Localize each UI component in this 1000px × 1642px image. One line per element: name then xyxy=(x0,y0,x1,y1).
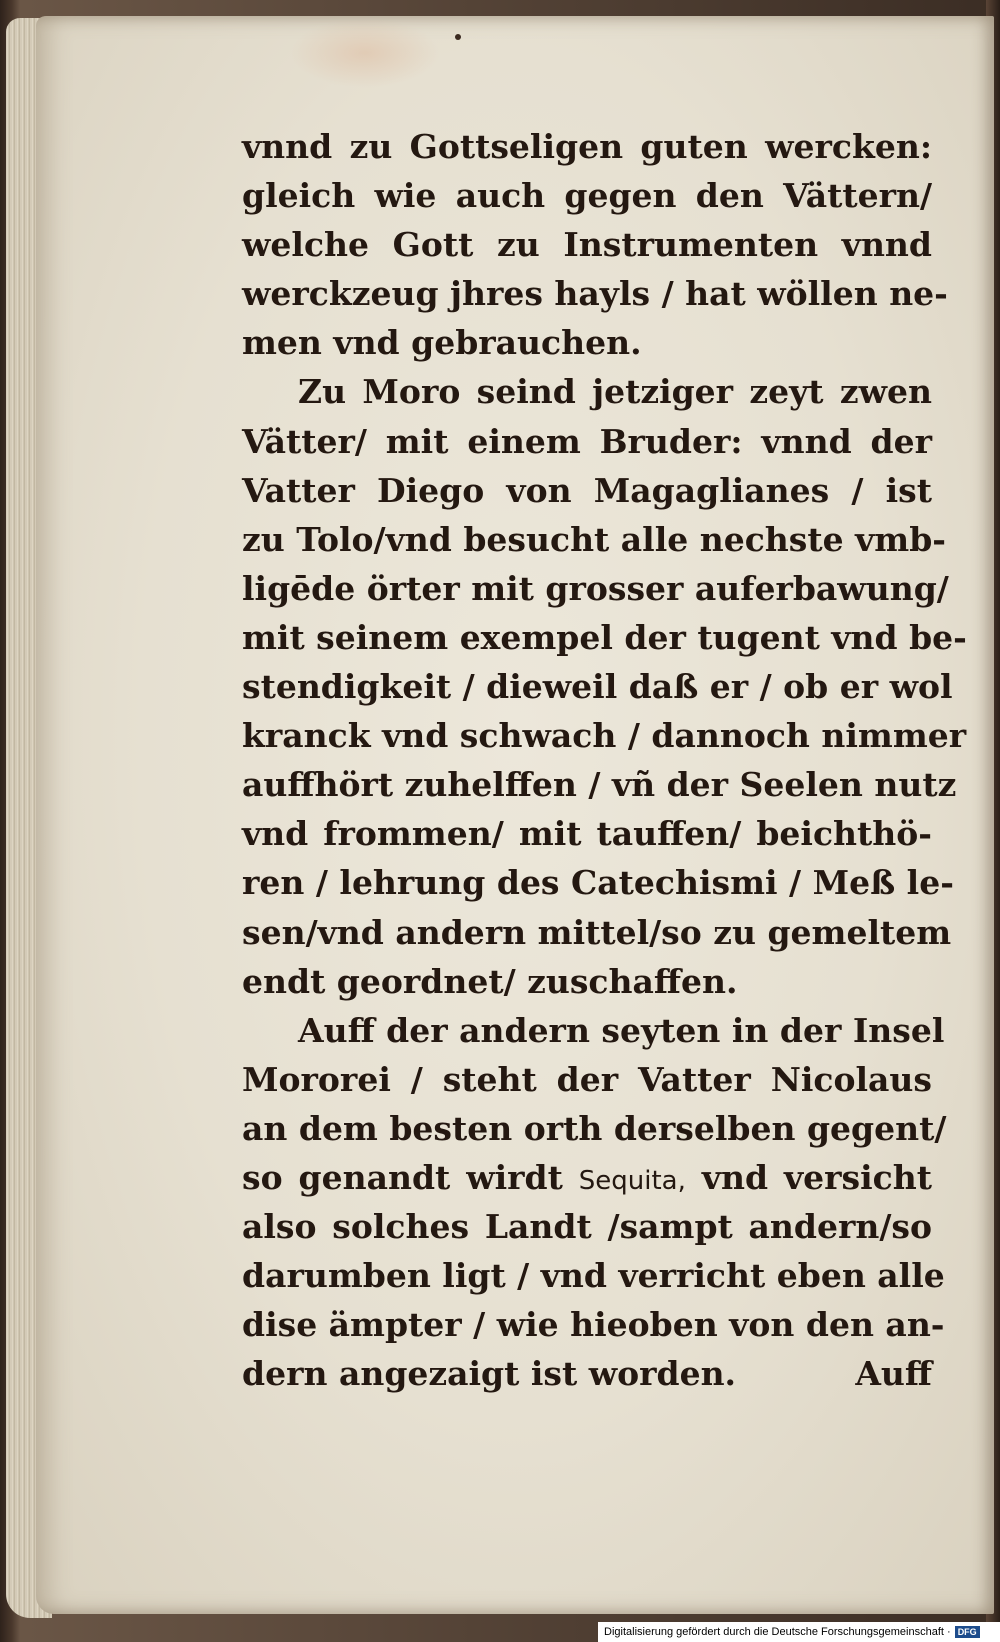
text-line: Mororei / steht der Vatter Nicolaus xyxy=(242,1059,932,1099)
text-line: also solches Landt /sampt andern/so xyxy=(242,1207,932,1247)
text-line: gleich wie auch gegen den Vättern/ xyxy=(242,176,932,216)
text-fragment: so genandt wirdt xyxy=(242,1157,563,1197)
text-line: sen/vnd andern mittel/so zu gemeltem xyxy=(242,912,952,952)
page-text xyxy=(242,122,967,1398)
text-line: Vätter/ mit einem Bruder: vnnd der xyxy=(242,421,932,461)
text-line: mit seinem exempel der tugent vnd be- xyxy=(242,617,967,657)
text-line: vnnd zu Gottseligen guten wercken: xyxy=(242,127,932,166)
text-line: Zu Moro seind jetziger zeyt zwen xyxy=(298,372,932,412)
text-line-mixed xyxy=(242,1153,932,1202)
text-line: zu Tolo/vnd besucht alle nechste vmb- xyxy=(242,519,946,559)
text-line: an dem besten orth derselben gegent/ xyxy=(242,1108,947,1148)
text-line: men vnd gebrauchen. xyxy=(242,323,642,363)
dfg-logo-icon: DFG xyxy=(955,1626,980,1638)
text-line: ligēde örter mit grosser auferbawung/ xyxy=(242,568,949,608)
text-line: dise ämpter / wie hieoben von den an- xyxy=(242,1305,945,1345)
text-fragment: vnd versicht xyxy=(701,1157,932,1197)
text-line: auffhört zuhelffen / vñ der Seelen nutz xyxy=(242,765,957,805)
text-line: ren / lehrung des Catechismi / Meß le- xyxy=(242,863,954,903)
dfg-footer xyxy=(598,1622,1000,1642)
text-line: Vatter Diego von Magaglianes / ist xyxy=(242,470,932,510)
footer-text: Digitalisierung gefördert durch die Deutsche Forschungsgemeinschaft · xyxy=(604,1626,951,1638)
ink-dot xyxy=(455,34,461,40)
text-line: stendigkeit / dieweil daß er / ob er wol xyxy=(242,667,953,707)
text-line: kranck vnd schwach / dannoch nimmer xyxy=(242,716,967,756)
text-line: darumben ligt / vnd verricht eben alle xyxy=(242,1256,945,1296)
text-line: vnd frommen/ mit tauffen/ beichthö- xyxy=(242,814,932,854)
latin-word: Sequita, xyxy=(578,1165,686,1196)
catchword: Auff xyxy=(855,1354,932,1394)
text-line: werckzeug jhres hayls / hat wöllen ne- xyxy=(242,274,948,314)
text-line: Auff der andern seyten in der Insel xyxy=(298,1010,945,1050)
paper-stain xyxy=(290,18,440,88)
text-line-with-catchword xyxy=(242,1349,932,1398)
text-fragment: dern angezaigt ist worden. xyxy=(242,1354,737,1394)
text-line: welche Gott zu Instrumenten vnnd xyxy=(242,225,932,265)
text-line: endt geordnet/ zuschaffen. xyxy=(242,961,738,1001)
